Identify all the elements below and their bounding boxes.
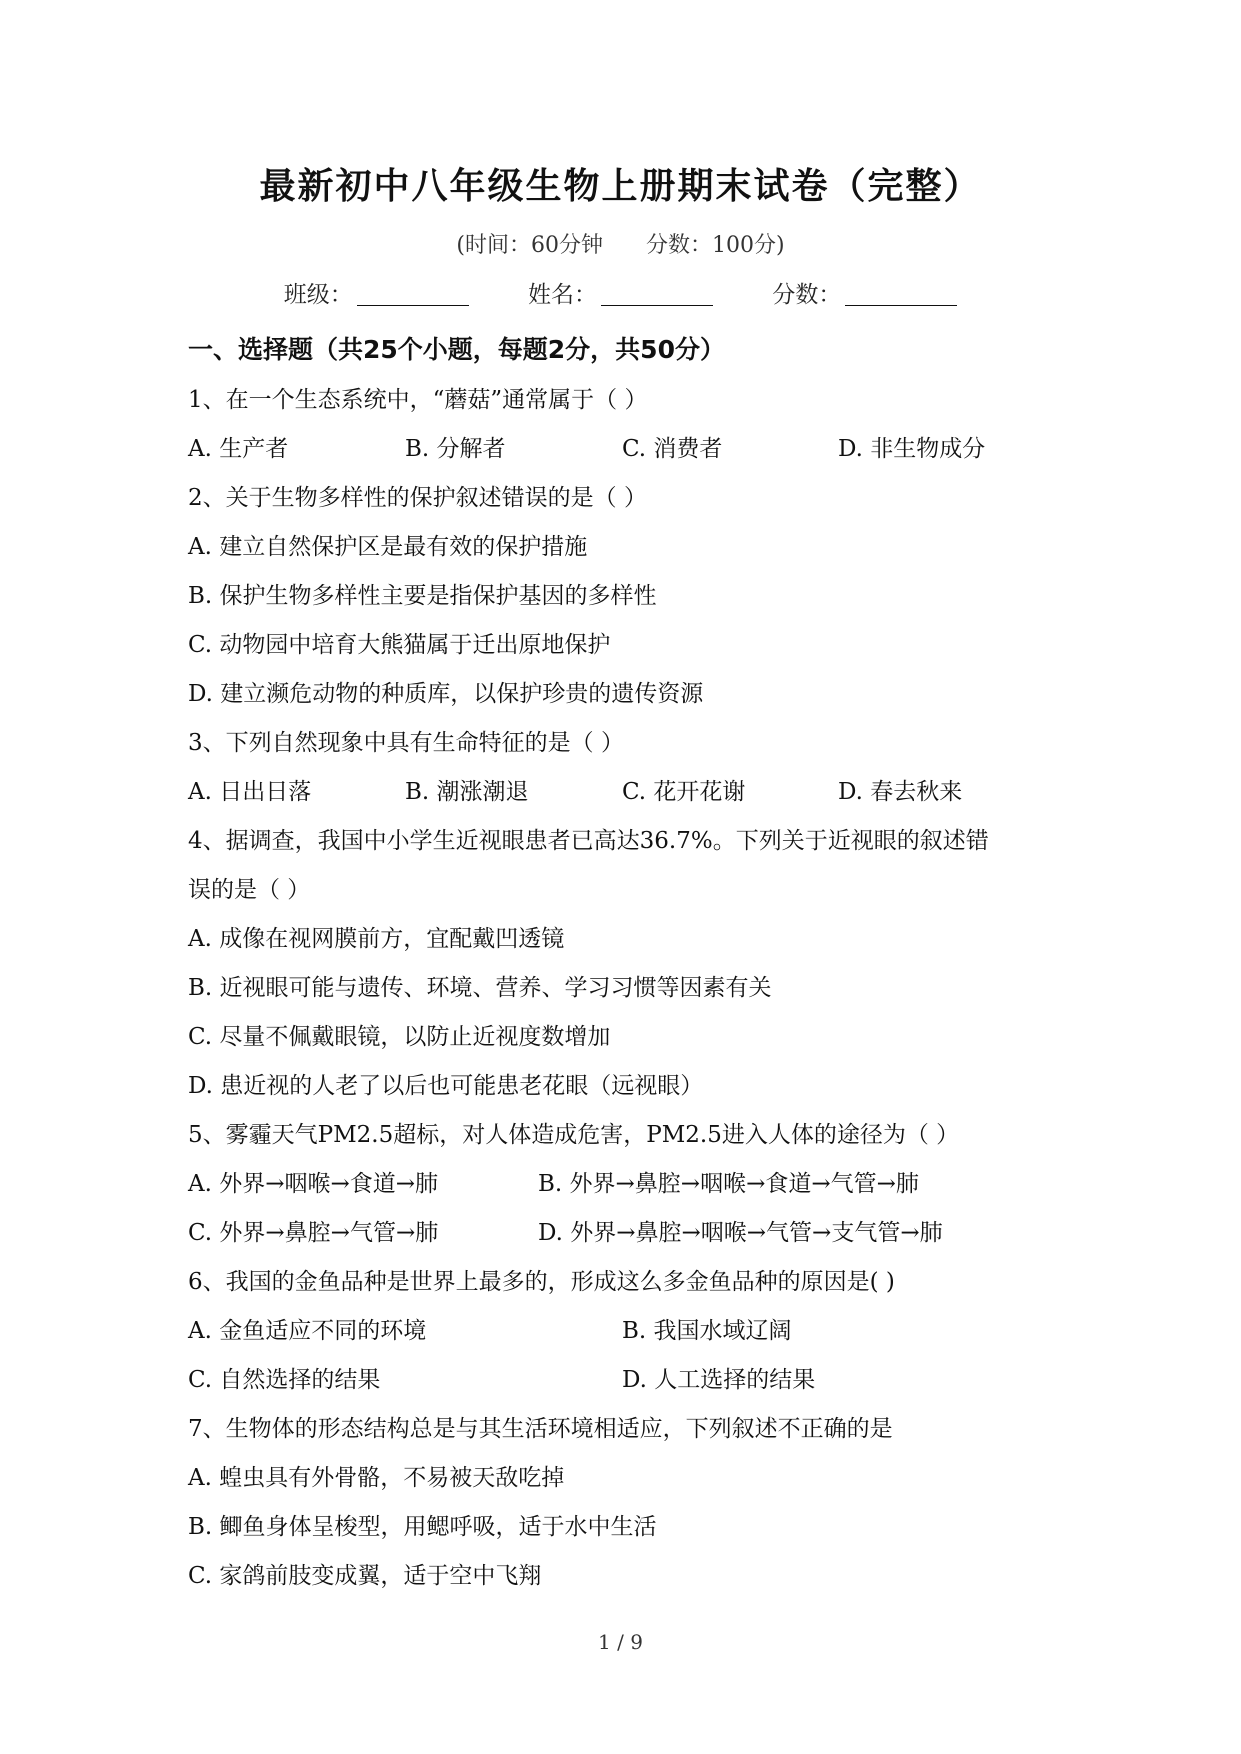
student-info-fields — [0, 276, 1241, 309]
option-row — [188, 777, 1088, 807]
option-row — [188, 1316, 1088, 1346]
class-blank — [357, 283, 469, 306]
page-number: 1 / 9 — [598, 1630, 643, 1654]
option-b: B. 我国水域辽阔 — [622, 1318, 792, 1344]
option-b: B. 保护生物多样性主要是指保护基因的多样性 — [188, 583, 657, 609]
option-d: D. 春去秋来 — [838, 779, 963, 805]
option-row — [188, 1169, 1088, 1199]
option-a: A. 外界→咽喉→食道→肺 — [188, 1171, 439, 1197]
option-c: C. 消费者 — [622, 436, 723, 462]
option-row — [188, 1218, 1088, 1248]
question-stem: 3、下列自然现象中具有生命特征的是（ ） — [188, 730, 624, 756]
option-c: C. 花开花谢 — [622, 779, 746, 805]
question-stem: 4、据调查，我国中小学生近视眼患者已高达36.7%。下列关于近视眼的叙述错 — [188, 828, 989, 854]
option-a: A. 蝗虫具有外骨骼，不易被天敌吃掉 — [188, 1465, 565, 1491]
option-b: B. 分解者 — [405, 436, 506, 462]
question-stem-continued: 误的是（ ） — [188, 877, 311, 903]
score-field — [772, 276, 957, 309]
option-a: A. 金鱼适应不同的环境 — [188, 1318, 427, 1344]
option-a: A. 成像在视网膜前方，宜配戴凹透镜 — [188, 926, 565, 952]
option-c: C. 外界→鼻腔→气管→肺 — [188, 1220, 439, 1246]
option-d: D. 非生物成分 — [838, 436, 986, 462]
score-blank — [845, 283, 957, 306]
option-c: C. 动物园中培育大熊猫属于迁出原地保护 — [188, 632, 611, 658]
option-a: A. 生产者 — [188, 436, 289, 462]
option-d: D. 外界→鼻腔→咽喉→气管→支气管→肺 — [538, 1220, 943, 1246]
exam-subtitle — [0, 228, 1241, 259]
option-b: B. 鲫鱼身体呈梭型，用鳃呼吸，适于水中生活 — [188, 1514, 657, 1540]
class-label: 班级： — [283, 282, 353, 308]
option-b: B. 潮涨潮退 — [405, 779, 529, 805]
question-stem: 5、雾霾天气PM2.5超标，对人体造成危害，PM2.5进入人体的途径为（ ） — [188, 1122, 960, 1148]
option-row — [188, 1365, 1088, 1395]
question-stem: 6、我国的金鱼品种是世界上最多的，形成这么多金鱼品种的原因是( ) — [188, 1269, 895, 1295]
option-a: A. 日出日落 — [188, 779, 312, 805]
option-b: B. 近视眼可能与遗传、环境、营养、学习习惯等因素有关 — [188, 975, 772, 1001]
option-row — [188, 434, 1088, 464]
question-stem: 1、在一个生态系统中，“蘑菇”通常属于（ ） — [188, 387, 648, 413]
option-c: C. 尽量不佩戴眼镜，以防止近视度数增加 — [188, 1024, 611, 1050]
name-blank — [601, 283, 713, 306]
name-field — [528, 276, 713, 309]
option-b: B. 外界→鼻腔→咽喉→食道→气管→肺 — [538, 1171, 919, 1197]
option-d: D. 人工选择的结果 — [622, 1367, 816, 1393]
question-stem: 7、生物体的形态结构总是与其生活环境相适应，下列叙述不正确的是 — [188, 1416, 893, 1442]
option-c: C. 家鸽前肢变成翼，适于空中飞翔 — [188, 1563, 542, 1589]
name-label: 姓名： — [528, 282, 597, 308]
question-stem: 2、关于生物多样性的保护叙述错误的是（ ） — [188, 485, 647, 511]
option-c: C. 自然选择的结果 — [188, 1367, 381, 1393]
score-label: 分数： — [772, 282, 842, 308]
score-info: 分数：100分) — [646, 233, 785, 258]
time-info: (时间：60分钟 — [456, 233, 603, 258]
option-d: D. 患近视的人老了以后也可能患老花眼（远视眼） — [188, 1073, 704, 1099]
section-title: 一、选择题（共25个小题，每题2分，共50分） — [188, 335, 725, 364]
class-field — [284, 276, 469, 309]
option-a: A. 建立自然保护区是最有效的保护措施 — [188, 534, 588, 560]
page-title: 最新初中八年级生物上册期末试卷（完整） — [259, 166, 982, 207]
option-d: D. 建立濒危动物的种质库，以保护珍贵的遗传资源 — [188, 681, 704, 707]
